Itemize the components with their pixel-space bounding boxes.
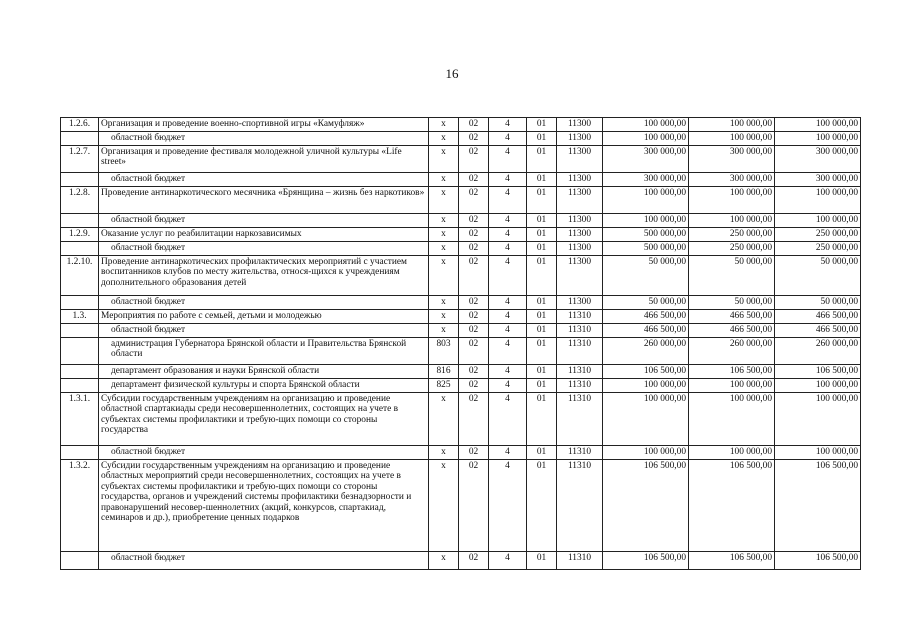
row-number [61,446,99,460]
row-code-direction: 11310 [557,552,603,570]
row-amount-year-3: 250 000,00 [775,228,861,242]
row-amount-year-2: 100 000,00 [689,132,775,146]
row-amount-year-1: 500 000,00 [603,242,689,256]
row-code-section: 02 [459,296,489,310]
row-description: Оказание услуг по реабилитации наркозависимых [99,228,429,242]
row-description: областной бюджет [99,214,429,228]
row-code-section: 02 [459,324,489,338]
row-amount-year-3: 106 500,00 [775,460,861,552]
row-code-admin: 803 [429,338,459,365]
row-code-program: 4 [489,296,527,310]
row-amount-year-2: 106 500,00 [689,460,775,552]
table-subrow [61,338,861,365]
row-code-admin: х [429,310,459,324]
row-number: 1.2.8. [61,187,99,214]
row-amount-year-2: 300 000,00 [689,146,775,173]
row-code-section: 02 [459,132,489,146]
page-number: 16 [445,66,459,81]
row-code-admin: х [429,228,459,242]
row-number [61,365,99,379]
row-description: областной бюджет [99,296,429,310]
row-code-section: 02 [459,118,489,132]
row-amount-year-3: 466 500,00 [775,310,861,324]
row-description: областной бюджет [99,324,429,338]
row-code-admin: х [429,256,459,296]
row-amount-year-3: 100 000,00 [775,393,861,446]
row-amount-year-3: 100 000,00 [775,446,861,460]
row-code-direction: 11300 [557,296,603,310]
row-amount-year-2: 466 500,00 [689,324,775,338]
row-code-direction: 11300 [557,242,603,256]
row-number [61,379,99,393]
row-amount-year-3: 50 000,00 [775,296,861,310]
row-description: Мероприятия по работе с семьей, детьми и молодежью [99,310,429,324]
row-number [61,173,99,187]
row-code-subprogram: 01 [527,132,557,146]
row-code-program: 4 [489,146,527,173]
row-code-program: 4 [489,379,527,393]
row-code-program: 4 [489,214,527,228]
row-amount-year-3: 50 000,00 [775,256,861,296]
row-code-section: 02 [459,146,489,173]
table-subrow [61,324,861,338]
row-description: областной бюджет [99,552,429,570]
row-amount-year-2: 300 000,00 [689,173,775,187]
row-code-subprogram: 01 [527,214,557,228]
row-code-subprogram: 01 [527,324,557,338]
row-code-program: 4 [489,132,527,146]
row-amount-year-1: 300 000,00 [603,173,689,187]
row-number: 1.3.1. [61,393,99,446]
row-code-admin: х [429,296,459,310]
row-code-program: 4 [489,242,527,256]
row-code-admin: х [429,146,459,173]
row-number [61,338,99,365]
table-row [61,393,861,446]
row-description: администрация Губернатора Брянской области и Правительства Брянской области [99,338,429,365]
row-amount-year-1: 50 000,00 [603,296,689,310]
row-amount-year-2: 50 000,00 [689,256,775,296]
row-description: Субсидии государственным учреждениям на организацию и проведение областной спартакиады среди несовершеннолетних, состоящих на учете в субъектах системы профилактики и требую-щих помощи со стороны государства [99,393,429,446]
row-code-direction: 11300 [557,118,603,132]
row-amount-year-2: 106 500,00 [689,552,775,570]
row-amount-year-3: 100 000,00 [775,187,861,214]
row-description: Субсидии государственным учреждениям на организацию и проведение областных мероприятий среди несовершеннолетних, состоящих на учете в субъектах системы профилактики и требую-щих помощи со стороны государства, органов и учреждений системы профилактики безнадзорности и правонарушений несовер-шеннолетних (акций, конкурсов, спартакиад, семинаров и др.), приобретение ценных подарков [99,460,429,552]
row-code-program: 4 [489,460,527,552]
row-code-program: 4 [489,228,527,242]
row-description: Организация и проведение фестиваля молодежной уличной культуры «Life street» [99,146,429,173]
row-code-subprogram: 01 [527,242,557,256]
row-code-section: 02 [459,242,489,256]
row-amount-year-2: 100 000,00 [689,118,775,132]
row-code-admin: х [429,118,459,132]
row-code-subprogram: 01 [527,256,557,296]
row-code-admin: х [429,460,459,552]
row-code-program: 4 [489,365,527,379]
budget-table [60,117,861,570]
table-row [61,228,861,242]
row-number [61,296,99,310]
row-amount-year-2: 250 000,00 [689,228,775,242]
row-amount-year-1: 100 000,00 [603,379,689,393]
row-code-admin: 825 [429,379,459,393]
row-code-section: 02 [459,214,489,228]
row-amount-year-3: 106 500,00 [775,552,861,570]
table-subrow [61,446,861,460]
row-code-program: 4 [489,187,527,214]
row-amount-year-2: 100 000,00 [689,393,775,446]
table-row [61,256,861,296]
row-code-direction: 11300 [557,214,603,228]
row-amount-year-1: 106 500,00 [603,365,689,379]
row-amount-year-3: 260 000,00 [775,338,861,365]
row-code-subprogram: 01 [527,338,557,365]
row-code-section: 02 [459,173,489,187]
row-code-subprogram: 01 [527,296,557,310]
row-amount-year-3: 100 000,00 [775,118,861,132]
row-amount-year-2: 250 000,00 [689,242,775,256]
row-amount-year-2: 100 000,00 [689,214,775,228]
row-amount-year-2: 260 000,00 [689,338,775,365]
row-amount-year-3: 300 000,00 [775,173,861,187]
table-subrow [61,296,861,310]
row-code-subprogram: 01 [527,393,557,446]
row-code-section: 02 [459,393,489,446]
table-row [61,187,861,214]
row-code-direction: 11300 [557,146,603,173]
row-code-section: 02 [459,228,489,242]
row-code-section: 02 [459,460,489,552]
row-code-subprogram: 01 [527,118,557,132]
row-description: областной бюджет [99,132,429,146]
row-code-program: 4 [489,118,527,132]
row-code-admin: х [429,173,459,187]
table-row [61,146,861,173]
row-code-section: 02 [459,552,489,570]
row-amount-year-3: 466 500,00 [775,324,861,338]
row-code-subprogram: 01 [527,460,557,552]
row-description: областной бюджет [99,173,429,187]
row-code-section: 02 [459,446,489,460]
row-code-subprogram: 01 [527,310,557,324]
row-amount-year-3: 100 000,00 [775,214,861,228]
row-amount-year-1: 106 500,00 [603,460,689,552]
row-code-section: 02 [459,187,489,214]
row-code-program: 4 [489,446,527,460]
row-description: областной бюджет [99,446,429,460]
row-code-direction: 11300 [557,173,603,187]
row-number [61,242,99,256]
row-amount-year-1: 300 000,00 [603,146,689,173]
row-code-direction: 11300 [557,256,603,296]
table-subrow [61,242,861,256]
row-amount-year-1: 100 000,00 [603,393,689,446]
row-code-direction: 11310 [557,324,603,338]
row-code-section: 02 [459,256,489,296]
row-code-direction: 11310 [557,460,603,552]
row-code-subprogram: 01 [527,365,557,379]
row-code-program: 4 [489,552,527,570]
row-code-admin: х [429,132,459,146]
row-amount-year-2: 466 500,00 [689,310,775,324]
row-code-subprogram: 01 [527,379,557,393]
row-code-direction: 11310 [557,393,603,446]
row-code-subprogram: 01 [527,228,557,242]
row-code-subprogram: 01 [527,146,557,173]
table-subrow [61,173,861,187]
row-number: 1.3. [61,310,99,324]
row-amount-year-3: 106 500,00 [775,365,861,379]
row-number [61,324,99,338]
row-amount-year-2: 50 000,00 [689,296,775,310]
row-code-program: 4 [489,310,527,324]
row-description: департамент образования и науки Брянской области [99,365,429,379]
row-code-direction: 11310 [557,379,603,393]
row-code-program: 4 [489,173,527,187]
row-code-direction: 11310 [557,365,603,379]
row-code-subprogram: 01 [527,173,557,187]
row-amount-year-1: 100 000,00 [603,132,689,146]
row-code-admin: х [429,214,459,228]
row-amount-year-1: 106 500,00 [603,552,689,570]
row-code-program: 4 [489,338,527,365]
row-number [61,214,99,228]
table-subrow [61,214,861,228]
row-number: 1.2.7. [61,146,99,173]
row-amount-year-1: 100 000,00 [603,118,689,132]
row-code-direction: 11300 [557,187,603,214]
row-code-direction: 11310 [557,338,603,365]
row-amount-year-1: 100 000,00 [603,187,689,214]
row-amount-year-2: 100 000,00 [689,187,775,214]
row-code-section: 02 [459,365,489,379]
row-number [61,552,99,570]
table-row [61,460,861,552]
table-subrow [61,132,861,146]
row-code-admin: х [429,324,459,338]
row-amount-year-2: 100 000,00 [689,379,775,393]
row-code-admin: х [429,242,459,256]
row-code-program: 4 [489,324,527,338]
row-code-subprogram: 01 [527,552,557,570]
row-code-direction: 11310 [557,310,603,324]
row-code-program: 4 [489,393,527,446]
row-amount-year-1: 50 000,00 [603,256,689,296]
row-description: Организация и проведение военно-спортивной игры «Камуфляж» [99,118,429,132]
row-code-direction: 11300 [557,228,603,242]
row-amount-year-1: 100 000,00 [603,446,689,460]
row-number: 1.2.10. [61,256,99,296]
row-amount-year-3: 300 000,00 [775,146,861,173]
row-amount-year-2: 106 500,00 [689,365,775,379]
row-amount-year-3: 250 000,00 [775,242,861,256]
row-number: 1.2.9. [61,228,99,242]
table-subrow [61,365,861,379]
row-number: 1.2.6. [61,118,99,132]
table-subrow [61,552,861,570]
row-code-program: 4 [489,256,527,296]
row-code-admin: 816 [429,365,459,379]
table-row [61,310,861,324]
row-code-direction: 11310 [557,446,603,460]
row-code-section: 02 [459,338,489,365]
row-amount-year-1: 100 000,00 [603,214,689,228]
row-code-admin: х [429,552,459,570]
budget-table-body [61,118,861,570]
table-subrow [61,379,861,393]
row-description: областной бюджет [99,242,429,256]
table-row [61,118,861,132]
row-code-subprogram: 01 [527,446,557,460]
row-code-subprogram: 01 [527,187,557,214]
row-description: Проведение антинаркотического месячника «Брянщина – жизнь без наркотиков» [99,187,429,214]
row-description: Проведение антинаркотических профилактических мероприятий с участием воспитанников клубов по месту жительства, относя-щихся к учреждениям дополнительного образования детей [99,256,429,296]
row-amount-year-2: 100 000,00 [689,446,775,460]
row-code-section: 02 [459,379,489,393]
row-code-admin: х [429,187,459,214]
row-code-direction: 11300 [557,132,603,146]
row-description: департамент физической культуры и спорта Брянской области [99,379,429,393]
row-amount-year-1: 466 500,00 [603,324,689,338]
row-number: 1.3.2. [61,460,99,552]
row-amount-year-1: 466 500,00 [603,310,689,324]
row-code-admin: х [429,393,459,446]
row-amount-year-3: 100 000,00 [775,132,861,146]
row-amount-year-1: 260 000,00 [603,338,689,365]
row-code-admin: х [429,446,459,460]
row-code-section: 02 [459,310,489,324]
row-number [61,132,99,146]
row-amount-year-3: 100 000,00 [775,379,861,393]
row-amount-year-1: 500 000,00 [603,228,689,242]
